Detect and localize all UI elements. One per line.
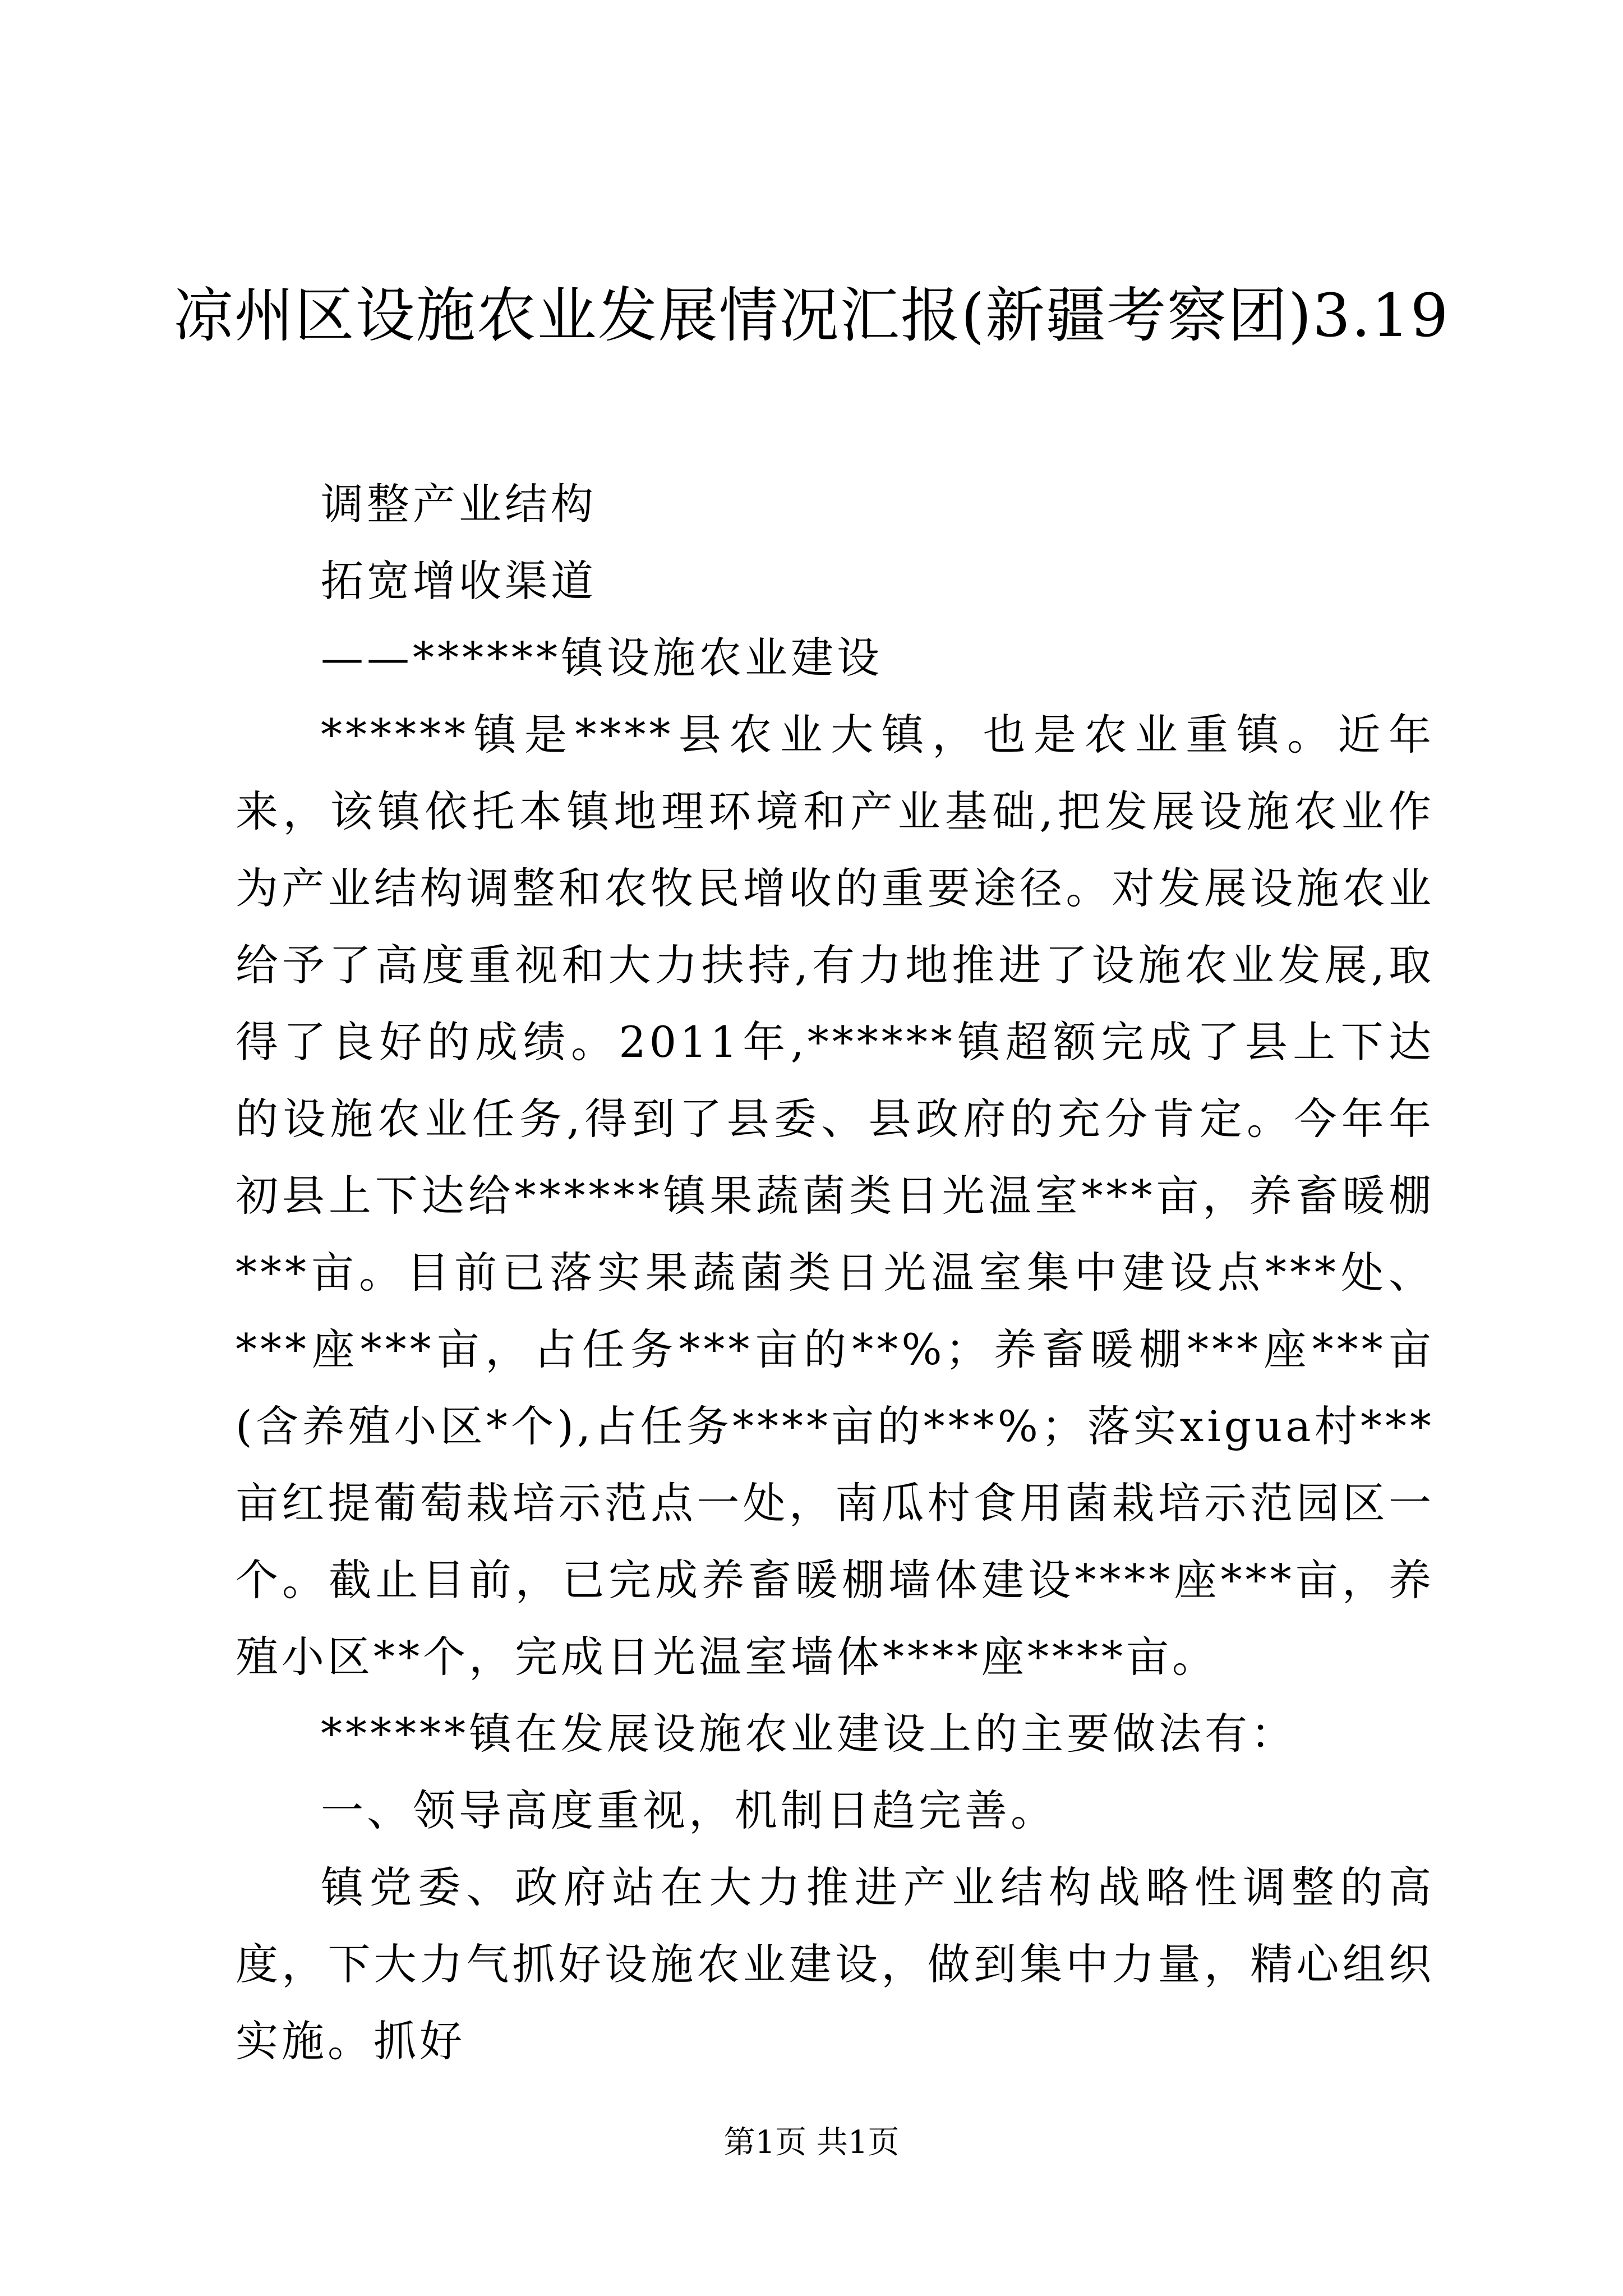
subtitle-line-2: 拓宽增收渠道	[321, 556, 597, 606]
paragraph-2: ******镇在发展设施农业建设上的主要做法有：	[321, 1709, 1297, 1759]
subtitle-line-1: 调整产业结构	[321, 479, 597, 529]
document-body	[236, 466, 1435, 2079]
section-heading-1: 一、领导高度重视，机制日趋完善。	[321, 1786, 1057, 1835]
subtitle-line-3: ——******镇设施农业建设	[321, 633, 883, 683]
paragraph-3: 镇党委、政府站在大力推进产业结构战略性调整的高度，下大力气抓好设施农业建设，做到集中力量，精心组织实施。抓好	[236, 1862, 1435, 2066]
page-footer: 第1页 共1页	[723, 2124, 900, 2161]
paragraph-1: ******镇是****县农业大镇，也是农业重镇。近年来，该镇依托本镇地理环境和产业基础,把发展设施农业作为产业结构调整和农牧民增收的重要途径。对发展设施农业给予了高度重视和大力扶持,有力地推进了设施农业发展,取得了良好的成绩。2011年,******镇超额完成了县上下达的设施农业任务,得到了县委、县政府的充分肯定。今年年初县上下达给******镇果蔬菌类日光温室***亩，养畜暖棚***亩。目前已落实果蔬菌类日光温室集中建设点***处、***座***亩，占任务***亩的**%；养畜暖棚***座***亩(含养殖小区*个),占任务****亩的***%；落实xigua村***亩红提葡萄栽培示范点一处，南瓜村食用菌栽培示范园区一个。截止目前，已完成养畜暖棚墙体建设****座***亩，养殖小区**个，完成日光温室墙体****座****亩。	[236, 710, 1435, 1682]
document-title: 凉州区设施农业发展情况汇报(新疆考察团)3.19	[173, 281, 1450, 350]
